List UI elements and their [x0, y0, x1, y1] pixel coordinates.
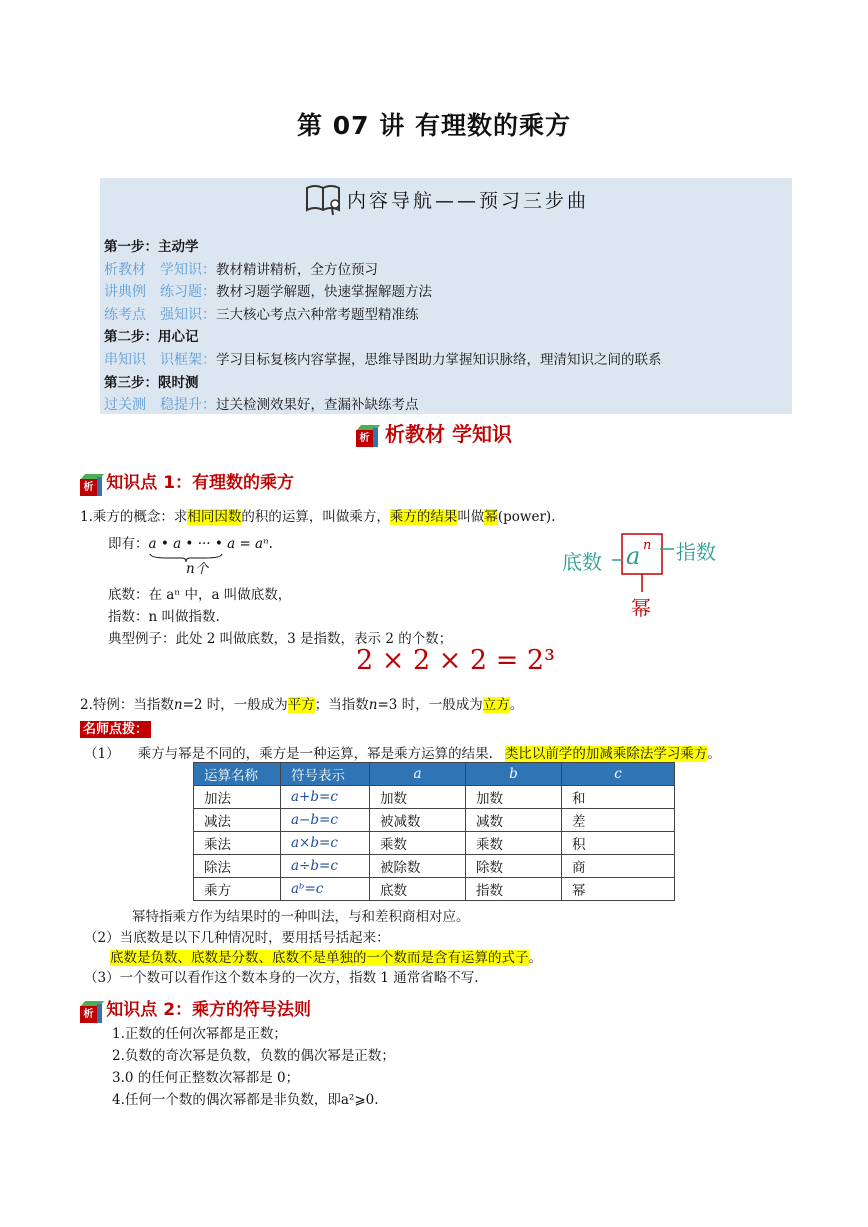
table-cell: 乘方	[194, 878, 281, 901]
table-cell: 差	[562, 809, 675, 832]
table-cell: 除法	[194, 855, 281, 878]
table-row	[194, 786, 675, 809]
nav-item-text: 三大核心考点六种常考题型精准练	[216, 306, 419, 323]
table-header-cell: 符号表示	[281, 763, 370, 786]
nav-item-text: 过关检测效果好，查漏补缺练考点	[216, 397, 419, 414]
table-cell: a×b=c	[281, 832, 370, 855]
cube-icon: 析	[80, 1001, 102, 1023]
nav-item-label: 过关测 稳提升：	[104, 397, 216, 414]
table-header-cell: a	[370, 763, 466, 786]
table-header-cell: b	[466, 763, 562, 786]
nav-item-text: 教材习题学解题，快速掌握解题方法	[216, 284, 432, 301]
table-cell: 乘数	[370, 832, 466, 855]
tip-2: （2）当底数是以下几种情况时，要用括号括起来：	[84, 930, 390, 946]
cube-icon: 析	[80, 474, 102, 496]
book-icon	[303, 182, 343, 221]
power-formula: 即有：a • a • ··· • a = aⁿ.	[108, 532, 273, 552]
kp1-title: 知识点 1：有理数的乘方	[106, 473, 295, 493]
typical-example: 典型例子：此处 2 叫做底数，3 是指数，表示 2 的个数；	[108, 631, 453, 647]
formula-rhs: = aⁿ.	[235, 536, 273, 552]
diagram-exponent-label: 指数	[676, 540, 716, 564]
cube-icon: 析	[356, 425, 378, 447]
table-row	[194, 809, 675, 832]
power-diagram	[560, 528, 740, 623]
table-cell: 底数	[370, 878, 466, 901]
table-cell: 幂	[562, 878, 675, 901]
kp2-heading	[80, 995, 311, 1023]
table-cell: aᵇ=c	[281, 878, 370, 901]
nav-item	[104, 304, 794, 327]
list-item: 1.正数的任何次幂都是正数；	[112, 1026, 287, 1042]
table-cell: 商	[562, 855, 675, 878]
table-row	[194, 832, 675, 855]
table-row	[194, 878, 675, 901]
table-cell: 减法	[194, 809, 281, 832]
table-cell: 加数	[466, 786, 562, 809]
diagram-letter: a	[626, 542, 641, 570]
base-definition: 底数：在 aⁿ 中，a 叫做底数，	[108, 587, 292, 603]
tip-3: （3）一个数可以看作这个数本身的一次方，指数 1 通常省略不写.	[84, 970, 479, 986]
nav-step	[104, 372, 794, 395]
formula-under: n个	[186, 561, 209, 577]
table-row	[194, 855, 675, 878]
content-nav-box	[100, 178, 792, 414]
table-cell: a+b=c	[281, 786, 370, 809]
nav-step-text: 第二步：用心记	[104, 329, 199, 346]
nav-item	[104, 349, 794, 372]
diagram-base-label: 底数	[562, 550, 602, 574]
table-note: 幂特指乘方作为结果时的一种叫法，与和差积商相对应。	[132, 909, 470, 925]
table-cell: 指数	[466, 878, 562, 901]
kp2-title: 知识点 2：乘方的符号法则	[106, 1000, 312, 1020]
kp1-heading	[80, 468, 294, 496]
table-cell: 乘法	[194, 832, 281, 855]
table-cell: 减数	[466, 809, 562, 832]
section-heading-text: 析教材 学知识	[385, 422, 512, 446]
page-title: 第 07 讲 有理数的乘方	[297, 111, 571, 140]
nav-item	[104, 259, 794, 282]
table-cell: 和	[562, 786, 675, 809]
operations-table-wrap	[193, 762, 675, 901]
table-cell: a÷b=c	[281, 855, 370, 878]
nav-item-label: 串知识 识框架：	[104, 351, 216, 368]
nav-step	[104, 236, 794, 259]
table-cell: 加数	[370, 786, 466, 809]
diagram-sup: n	[643, 538, 652, 553]
nav-step	[104, 326, 794, 349]
nav-heading	[100, 182, 792, 221]
nav-item	[104, 281, 794, 304]
nav-item-label: 讲典例 练习题：	[104, 284, 216, 301]
nav-step-text: 第一步：主动学	[104, 239, 199, 255]
list-item: 4.任何一个数的偶次幂都是非负数，即a²⩾0.	[112, 1092, 379, 1108]
table-cell: 除数	[466, 855, 562, 878]
kp2-rules	[112, 1023, 395, 1111]
nav-item-label: 练考点 强知识：	[104, 306, 216, 323]
table-cell: a−b=c	[281, 809, 370, 832]
table-cell: 积	[562, 832, 675, 855]
table-cell: 被除数	[370, 855, 466, 878]
list-item: 3.0 的任何正整数次幂都是 0；	[112, 1070, 300, 1086]
section-heading	[0, 418, 868, 447]
tips-badge: 名师点拨：	[80, 718, 151, 737]
nav-item	[104, 394, 794, 417]
nav-item-text: 学习目标复核内容掌握，思维导图助力掌握知识脉络，理清知识之间的联系	[216, 351, 662, 368]
example-formula: 2 × 2 × 2 = 2³	[356, 645, 555, 676]
nav-step-text: 第三步：限时测	[104, 374, 199, 391]
list-item: 2.负数的奇次幂是负数，负数的偶次幂是正数；	[112, 1048, 395, 1064]
diagram-power-label: 幂	[631, 596, 651, 620]
nav-rows	[104, 236, 794, 417]
special-cases: 2.特例：当指数n=2 时，一般成为平方；当指数n=3 时，一般成为立方。	[80, 697, 524, 713]
nav-item-label: 析教材 学知识：	[104, 261, 216, 278]
table-cell: 乘数	[466, 832, 562, 855]
table-header-cell: c	[562, 763, 675, 786]
table-header-cell: 运算名称	[194, 763, 281, 786]
operations-table	[193, 762, 675, 901]
table-cell: 被减数	[370, 809, 466, 832]
tip-2-highlight: 底数是负数、底数是分数、底数不是单独的一个数而是含有运算的式子。	[110, 950, 542, 966]
tip-1: （1） 乘方与幂是不同的，乘方是一种运算，幂是乘方运算的结果. 类比以前学的加减乘除法学习乘方。	[84, 746, 721, 762]
table-cell: 加法	[194, 786, 281, 809]
power-definition: 1.乘方的概念：求相同因数的积的运算，叫做乘方，乘方的结果叫做幂(power).	[80, 509, 556, 525]
exponent-definition: 指数：n 叫做指数.	[108, 609, 220, 625]
formula-lhs: a • a • ··· • a	[148, 536, 236, 552]
nav-item-text: 教材精讲精析，全方位预习	[216, 261, 378, 278]
nav-heading-text: 内容导航——预习三步曲	[346, 190, 589, 212]
